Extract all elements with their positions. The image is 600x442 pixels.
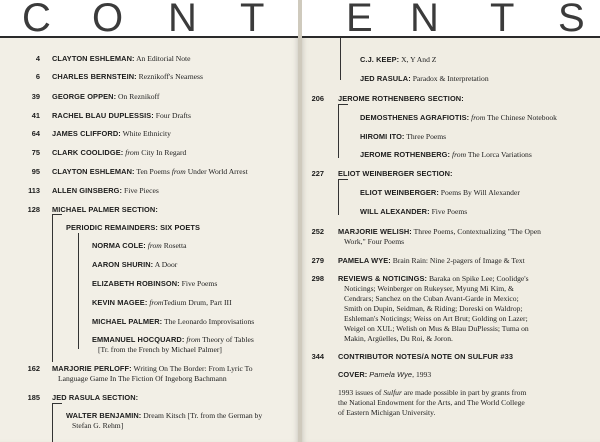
title: Under World Arrest bbox=[187, 167, 248, 176]
title: Three Poems, Contextualizing "The Open bbox=[413, 227, 541, 236]
title: White Ethnicity bbox=[122, 129, 171, 138]
contents-banner-right bbox=[300, 0, 600, 38]
toc-subentry bbox=[66, 411, 262, 421]
author: ELIZABETH ROBINSON: bbox=[92, 279, 180, 288]
toc-subentry bbox=[92, 241, 186, 251]
title: The Leonardo Improvisations bbox=[163, 317, 255, 326]
author: RACHEL BLAU DUPLESSIS: bbox=[52, 111, 154, 120]
title-continued: Language Game In The Fiction Of Ingeborg Bachmann bbox=[58, 374, 227, 383]
title: Paradox & Interpretation bbox=[412, 74, 489, 83]
bracket-rule bbox=[52, 403, 53, 442]
grant-note-line bbox=[338, 388, 526, 398]
page-number: 75 bbox=[31, 148, 40, 157]
banner-letter: C bbox=[22, 0, 51, 40]
toc-subentry bbox=[92, 317, 254, 327]
grant-text: 1993 issues of bbox=[338, 388, 384, 397]
banner-letter: N bbox=[168, 0, 197, 40]
title: Dream Kitsch [Tr. from the German by bbox=[143, 411, 263, 420]
toc-subentry bbox=[360, 150, 532, 160]
author: CONTRIBUTOR NOTES/A NOTE ON SULFUR #33 bbox=[338, 352, 514, 361]
page-number: 185 bbox=[27, 393, 40, 402]
title: Theory of Tables bbox=[202, 335, 254, 344]
toc-subentry bbox=[360, 207, 467, 217]
author: WALTER BENJAMIN: bbox=[66, 411, 142, 420]
toc-subentry bbox=[92, 335, 254, 345]
toc-subentry-line2 bbox=[72, 421, 123, 431]
from-label: from bbox=[171, 167, 186, 176]
author: PAMELA WYE: bbox=[338, 256, 391, 265]
bracket-rule bbox=[52, 403, 62, 404]
grant-text: of Eastern Michigan University. bbox=[338, 408, 436, 417]
translator-note: Stefan G. Rehm] bbox=[72, 421, 124, 430]
author: JEROME ROTHENBERG: bbox=[360, 150, 451, 159]
title: A Door bbox=[154, 260, 178, 269]
bracket-rule bbox=[52, 214, 62, 215]
bracket-rule bbox=[338, 104, 339, 158]
toc-subentry bbox=[360, 55, 436, 65]
author: C.J. KEEP: bbox=[360, 55, 400, 64]
page-number: 113 bbox=[28, 186, 40, 195]
toc-subentry bbox=[360, 132, 446, 142]
banner-letter: T bbox=[490, 0, 515, 40]
page-number: 95 bbox=[31, 167, 40, 176]
title: Tedium Drum, Part III bbox=[163, 298, 232, 307]
author: REVIEWS & NOTICINGS: bbox=[338, 274, 428, 283]
toc-subentry-line2 bbox=[98, 345, 222, 355]
author: ELIOT WEINBERGER: bbox=[360, 188, 439, 197]
review-line bbox=[344, 284, 514, 294]
review-text: Cendrars; Sanchez on the Cuban Avant-Garde in Mexico; bbox=[344, 294, 519, 303]
title: The Lorca Variations bbox=[467, 150, 532, 159]
from-label: from bbox=[147, 241, 162, 250]
page-number: 4 bbox=[35, 54, 40, 63]
grant-text: are made possible in part by grants from bbox=[401, 388, 527, 397]
from-label: from bbox=[149, 298, 164, 307]
magazine-name: Sulfur bbox=[383, 388, 402, 397]
author: KEVIN MAGEE: bbox=[92, 298, 148, 307]
page-number: 298 bbox=[311, 274, 324, 283]
toc-entry-line2 bbox=[58, 374, 227, 384]
from-label: from bbox=[186, 335, 201, 344]
subsection-heading bbox=[66, 223, 200, 233]
toc-subentry bbox=[360, 188, 520, 198]
title: Five Poems bbox=[431, 207, 468, 216]
bracket-rule bbox=[78, 233, 79, 349]
grant-text: the National Endowment for the Arts, and The World College bbox=[338, 398, 525, 407]
page-number: 39 bbox=[31, 92, 40, 101]
bracket-rule bbox=[52, 214, 53, 362]
title: Writing On The Border: From Lyric To bbox=[133, 364, 253, 373]
translator-note: [Tr. from the French by Michael Palmer] bbox=[98, 345, 222, 354]
page-number: 64 bbox=[31, 129, 40, 138]
author: MARJORIE WELISH: bbox=[338, 227, 412, 236]
review-text: Makin, Argüelles, Du Roi, & Joron. bbox=[344, 334, 453, 343]
page-number: 279 bbox=[311, 256, 324, 265]
page-gutter bbox=[298, 0, 302, 442]
title: Brain Rain: Nine 2-pagers of Image & Text bbox=[392, 256, 525, 265]
toc-subentry bbox=[92, 279, 217, 289]
banner-letter: O bbox=[92, 0, 124, 40]
title: The Chinese Notebook bbox=[486, 113, 557, 122]
author: HIROMI ITO: bbox=[360, 132, 405, 141]
author: EMMANUEL HOCQUARD: bbox=[92, 335, 185, 344]
title: Reznikoff's Nearness bbox=[138, 72, 203, 81]
title: Poems By Will Alexander bbox=[440, 188, 520, 197]
subsection-title: PERIODIC REMAINDERS: SIX POETS bbox=[66, 223, 200, 232]
from-label: from bbox=[452, 150, 467, 159]
review-text: Smith on Dupin, Seidman, & Riding; Doreski on Waldrop; bbox=[344, 304, 523, 313]
cover-artist: Pamela Wye bbox=[369, 370, 413, 379]
page-number: 128 bbox=[27, 205, 40, 214]
cover-label: COVER: bbox=[338, 370, 368, 379]
bracket-rule bbox=[338, 179, 339, 215]
page-number: 206 bbox=[311, 94, 324, 103]
author: NORMA COLE: bbox=[92, 241, 146, 250]
author: MARJORIE PERLOFF: bbox=[52, 364, 132, 373]
author: WILL ALEXANDER: bbox=[360, 207, 430, 216]
from-label: from bbox=[125, 148, 140, 157]
review-line bbox=[344, 324, 529, 334]
author: MICHAEL PALMER: bbox=[92, 317, 163, 326]
toc-subentry bbox=[360, 113, 557, 123]
title-continued: Work," Four Poems bbox=[344, 237, 405, 246]
section-heading: JED RASULA SECTION: bbox=[52, 393, 139, 402]
author: CLAYTON ESHLEMAN: bbox=[52, 54, 135, 63]
title: Ten Poems bbox=[136, 167, 170, 176]
title: Rosetta bbox=[163, 241, 187, 250]
author: CHARLES BERNSTEIN: bbox=[52, 72, 137, 81]
title: Five Pieces bbox=[123, 186, 159, 195]
title: Three Poems bbox=[406, 132, 447, 141]
title: City In Regard bbox=[141, 148, 187, 157]
cover-year: , 1993 bbox=[412, 370, 432, 379]
from-label: from bbox=[471, 113, 486, 122]
page-number: 252 bbox=[311, 227, 324, 236]
author: ALLEN GINSBERG: bbox=[52, 186, 123, 195]
review-text: Noticings; Weinberger on Rukeyser, Myung Mi Kim, & bbox=[344, 284, 514, 293]
author: CLAYTON ESHLEMAN: bbox=[52, 167, 135, 176]
title: Baraka on Spike Lee; Coolidge's bbox=[428, 274, 529, 283]
review-line bbox=[344, 304, 523, 314]
banner-letter: S bbox=[558, 0, 585, 40]
review-text: Eshleman's Noticings; Weiss on Art Brut; Golding on Lazer; bbox=[344, 314, 528, 323]
bracket-rule bbox=[338, 179, 348, 180]
banner-letter: T bbox=[240, 0, 265, 40]
page-number: 344 bbox=[311, 352, 324, 361]
review-text: Weigel on XUL; Welish on Mus & Blau DuPlessis; Tuma on bbox=[344, 324, 529, 333]
author: JAMES CLIFFORD: bbox=[52, 129, 121, 138]
section-heading: JEROME ROTHENBERG SECTION: bbox=[338, 94, 464, 103]
title: On Reznikoff bbox=[118, 92, 160, 101]
banner-letter: N bbox=[410, 0, 439, 40]
bracket-rule bbox=[338, 104, 348, 105]
page-number: 162 bbox=[27, 364, 40, 373]
title: X, Y And Z bbox=[401, 55, 437, 64]
banner-letter: E bbox=[346, 0, 373, 40]
toc-entry-line2 bbox=[344, 237, 404, 247]
review-line bbox=[344, 334, 453, 344]
author: JED RASULA: bbox=[360, 74, 411, 83]
review-line bbox=[344, 294, 519, 304]
author: DEMOSTHENES AGRAFIOTIS: bbox=[360, 113, 470, 122]
grant-note-line bbox=[338, 408, 435, 418]
toc-subentry bbox=[92, 260, 177, 270]
grant-note-line bbox=[338, 398, 525, 408]
title: Five Poems bbox=[181, 279, 218, 288]
section-heading: MICHAEL PALMER SECTION: bbox=[52, 205, 158, 214]
contents-banner-left bbox=[0, 0, 300, 38]
cover-credit bbox=[338, 370, 431, 380]
title: Four Drafts bbox=[155, 111, 191, 120]
title: An Editorial Note bbox=[136, 54, 191, 63]
toc-subentry bbox=[360, 74, 489, 84]
review-line bbox=[344, 314, 528, 324]
author: GEORGE OPPEN: bbox=[52, 92, 117, 101]
page-number: 6 bbox=[35, 72, 40, 81]
right-page bbox=[300, 0, 600, 442]
bracket-rule bbox=[340, 38, 341, 80]
section-heading: ELIOT WEINBERGER SECTION: bbox=[338, 169, 453, 178]
author: CLARK COOLIDGE: bbox=[52, 148, 124, 157]
toc-subentry bbox=[92, 298, 232, 308]
page-number: 227 bbox=[311, 169, 324, 178]
page-number: 41 bbox=[31, 111, 40, 120]
author: AARON SHURIN: bbox=[92, 260, 154, 269]
